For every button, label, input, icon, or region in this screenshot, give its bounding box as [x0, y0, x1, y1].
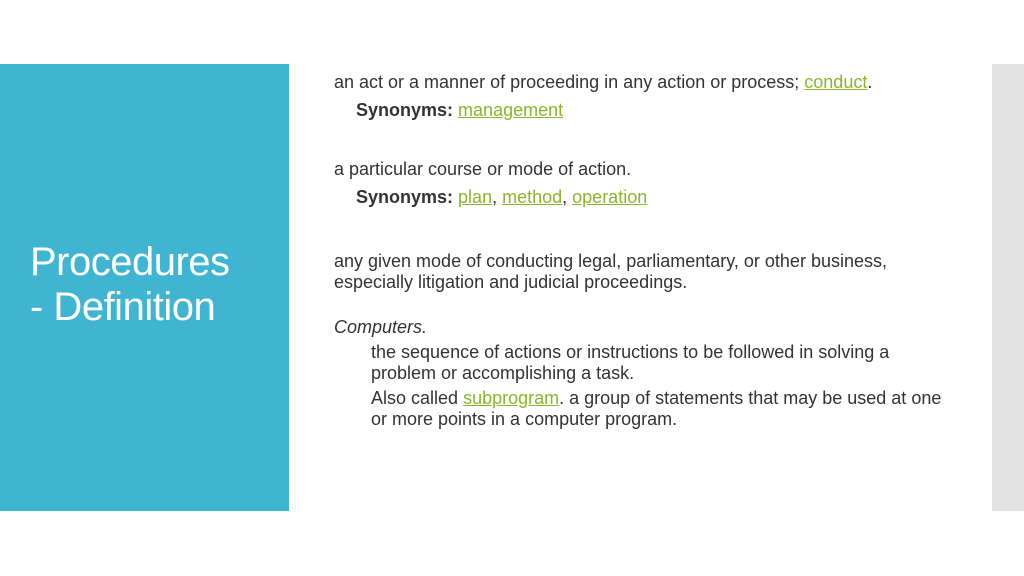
conduct-link[interactable]: conduct: [804, 72, 868, 92]
definition-4: [371, 342, 954, 430]
operation-link[interactable]: operation: [572, 187, 648, 207]
slide-title: [30, 240, 280, 330]
definition-4-sense-2-text: . a group of statements that may be used at one or more points in a computer program.: [371, 388, 942, 429]
synonyms-label: Synonyms:: [356, 187, 454, 207]
definitions-content: [334, 72, 954, 434]
definition-3: any given mode of conducting legal, parliamentary, or other business, especially litigation and judicial proceedings.: [334, 251, 887, 292]
definition-1-text: an act or a manner of proceeding in any action or process;: [334, 72, 805, 92]
slide-title-line-1: Procedures: [30, 240, 230, 284]
right-scroll-bar: [992, 64, 1024, 511]
definition-4-sense-2: [371, 388, 954, 430]
synonym-separator: ,: [562, 187, 573, 207]
definition-1: [334, 72, 954, 93]
slide-title-line-2: - Definition: [30, 285, 216, 329]
synonyms-label: Synonyms:: [356, 100, 454, 120]
definition-1-period: .: [867, 72, 873, 92]
definition-2: a particular course or mode of action.: [334, 159, 632, 179]
method-link[interactable]: method: [502, 187, 563, 207]
computers-label: Computers.: [334, 317, 428, 337]
synonym-separator: ,: [492, 187, 503, 207]
also-called-text: Also called: [371, 388, 464, 408]
management-link[interactable]: management: [458, 100, 564, 120]
definition-1-synonyms: [356, 100, 954, 121]
subprogram-link[interactable]: subprogram: [463, 388, 560, 408]
plan-link[interactable]: plan: [458, 187, 493, 207]
definition-4-sense-1: the sequence of actions or instructions to be followed in solving a problem or accomplishing a task.: [371, 342, 890, 383]
definition-2-synonyms: [356, 187, 954, 208]
